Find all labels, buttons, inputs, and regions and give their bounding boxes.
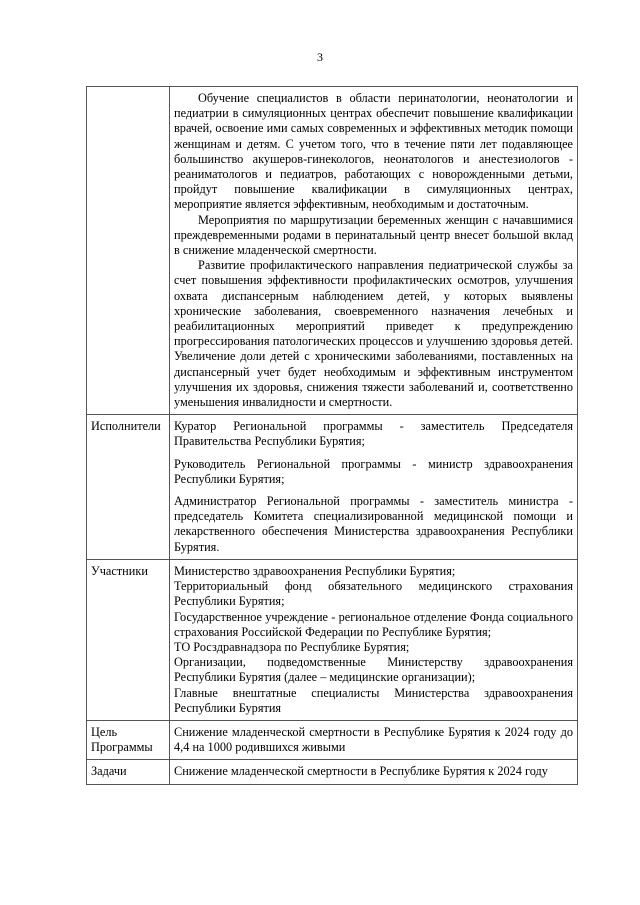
participant-line: Организации, подведомственные Министерству здравоохранения Республики Бурятия (далее – медицинские организации); <box>174 655 573 685</box>
participant-line: Государственное учреждение - региональное отделение Фонда социального страхования Российской Федерации по Республике Бурятия; <box>174 609 573 639</box>
tasks-text: Снижение младенческой смертности в Республике Бурятия к 2024 году <box>170 760 578 784</box>
executor-administrator: Администратор Региональной программы - заместитель министра - председатель Комитета специализированной медицинской помощи и лекарственного обеспечения Министерства здравоохранения Республики Бурятия. <box>174 494 573 554</box>
executor-curator: Куратор Региональной программы - заместитель Председателя Правительства Республики Бурятия; <box>174 419 573 449</box>
participants-label: Участники <box>87 559 170 720</box>
executors-content-cell <box>170 415 578 560</box>
goal-label-cell <box>87 720 170 759</box>
program-passport-table <box>86 86 578 785</box>
intro-label-cell <box>87 87 170 415</box>
table-row-participants <box>87 559 578 720</box>
goal-label-line1: Цель <box>91 724 118 739</box>
intro-paragraph-1: Обучение специалистов в области перинатологии, неонатологии и педиатрии в симуляционных центрах обеспечит повышение квалификации врачей, освоение ими самых современных и эффективных методик помощи женщинам и детям. С учетом того, что в течение пяти лет подавляющее большинство акушеров-гинекологов, неонатологов и анестезиологов - реаниматологов и педиатров, работающих с новорожденными детьми, пройдут повышение квалификации в симуляционных центрах, мероприятие является эффективным, необходимым и достаточным. <box>174 91 573 212</box>
table-row-intro <box>87 87 578 415</box>
intro-paragraph-2: Мероприятия по маршрутизации беременных женщин с начавшимися преждевременными родами в перинатальный центр внесет большой вклад в снижение младенческой смертности. <box>174 212 573 258</box>
intro-content-cell <box>170 87 578 415</box>
table-row-tasks <box>87 760 578 784</box>
page-number: 3 <box>317 50 323 64</box>
participants-content-cell <box>170 559 578 720</box>
tasks-label: Задачи <box>87 760 170 784</box>
table-row-goal <box>87 720 578 759</box>
executors-label: Исполнители <box>87 415 170 560</box>
intro-paragraph-3: Развитие профилактического направления педиатрической службы за счет повышения эффективности профилактических осмотров, улучшения охвата диспансерным наблюдением детей, у которых выявлены хронические заболевания, своевременного назначения лечебных и реабилитационных мероприятий приведет к предупреждению прогрессирования патологических процессов и улучшению здоровья детей. Увеличение доли детей с хроническими заболеваниями, поставленных на диспансерный учет будет необходимым и эффективным инструментом улучшения их здоровья, снижения тяжести заболеваний и, соответственно уменьшения инвалидности и смертности. <box>174 258 573 410</box>
executor-head: Руководитель Региональной программы - министр здравоохранения Республики Бурятия; <box>174 456 573 486</box>
participant-line: ТО Росздравнадзора по Республике Бурятия; <box>174 639 410 654</box>
participant-line: Территориальный фонд обязательного медицинского страхования Республики Бурятия; <box>174 579 573 609</box>
goal-text: Снижение младенческой смертности в Республике Бурятия к 2024 году до 4,4 на 1000 родившихся живыми <box>170 720 578 759</box>
goal-label-line2: Программы <box>91 740 153 755</box>
participant-line: Министерство здравоохранения Республики Бурятия; <box>174 563 456 578</box>
participant-line: Главные внештатные специалисты Министерства здравоохранения Республики Бурятия <box>174 685 573 715</box>
table-row-executors <box>87 415 578 560</box>
